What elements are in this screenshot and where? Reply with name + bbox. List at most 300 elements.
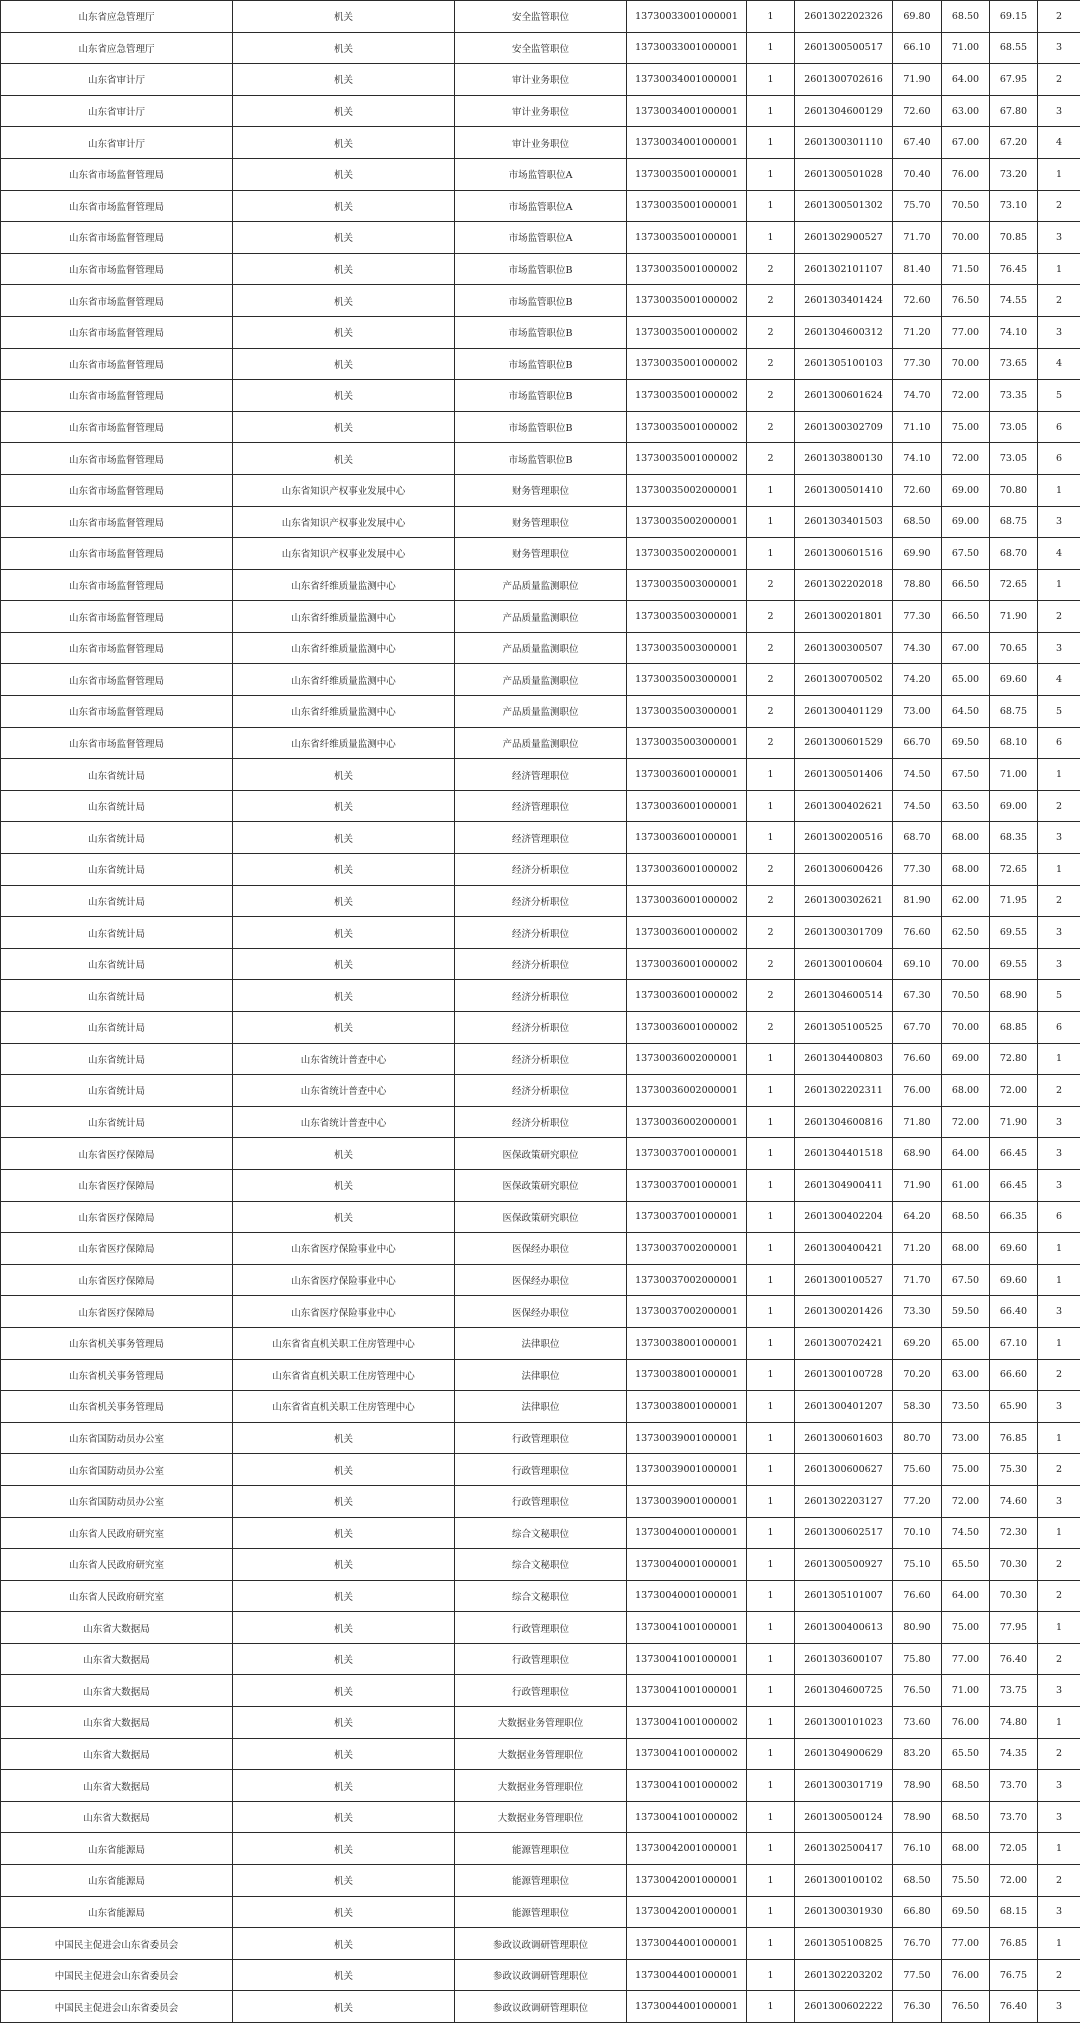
written-score-cell: 68.90: [893, 1138, 942, 1170]
interview-score-cell: 76.00: [942, 1707, 990, 1739]
total-score-cell: 72.30: [990, 1517, 1038, 1549]
quota-cell: 1: [747, 822, 795, 854]
unit-cell: 山东省医疗保险事业中心: [233, 1296, 455, 1328]
department-cell: 山东省统计局: [1, 1012, 233, 1044]
position-cell: 法律职位: [455, 1327, 627, 1359]
rank-cell: 6: [1038, 443, 1080, 475]
rank-cell: 2: [1038, 1359, 1080, 1391]
department-cell: 山东省市场监督管理局: [1, 538, 233, 570]
rank-cell: 3: [1038, 1770, 1080, 1802]
position-cell: 经济管理职位: [455, 759, 627, 791]
unit-cell: 山东省统计普查中心: [233, 1106, 455, 1138]
ticket-number-cell: 2601303401424: [795, 285, 893, 317]
quota-cell: 1: [747, 1, 795, 33]
department-cell: 山东省统计局: [1, 1043, 233, 1075]
unit-cell: 机关: [233, 1454, 455, 1486]
department-cell: 山东省大数据局: [1, 1738, 233, 1770]
position-code-cell: 13730040001000001: [627, 1580, 747, 1612]
quota-cell: 2: [747, 696, 795, 728]
unit-cell: 机关: [233, 380, 455, 412]
rank-cell: 1: [1038, 1928, 1080, 1960]
table-row: [1, 285, 1080, 317]
table-row: [1, 1327, 1080, 1359]
table-row: [1, 885, 1080, 917]
position-cell: 经济分析职位: [455, 1075, 627, 1107]
ticket-number-cell: 2601302203127: [795, 1485, 893, 1517]
quota-cell: 1: [747, 1959, 795, 1991]
interview-score-cell: 65.50: [942, 1738, 990, 1770]
unit-cell: 山东省纤维质量监测中心: [233, 696, 455, 728]
ticket-number-cell: 2601300700502: [795, 664, 893, 696]
table-row: [1, 411, 1080, 443]
written-score-cell: 80.90: [893, 1612, 942, 1644]
interview-score-cell: 74.50: [942, 1517, 990, 1549]
interview-score-cell: 63.00: [942, 1359, 990, 1391]
table-row: [1, 1233, 1080, 1265]
position-cell: 综合文秘职位: [455, 1517, 627, 1549]
position-code-cell: 13730037001000001: [627, 1201, 747, 1233]
table-row: [1, 1928, 1080, 1960]
department-cell: 山东省机关事务管理局: [1, 1327, 233, 1359]
unit-cell: 山东省省直机关职工住房管理中心: [233, 1359, 455, 1391]
position-code-cell: 13730037002000001: [627, 1264, 747, 1296]
rank-cell: 1: [1038, 1327, 1080, 1359]
position-code-cell: 13730035001000002: [627, 411, 747, 443]
department-cell: 山东省机关事务管理局: [1, 1359, 233, 1391]
position-cell: 市场监管职位A: [455, 190, 627, 222]
ticket-number-cell: 2601300600426: [795, 854, 893, 886]
table-row: [1, 348, 1080, 380]
ticket-number-cell: 2601300601516: [795, 538, 893, 570]
position-cell: 大数据业务管理职位: [455, 1770, 627, 1802]
position-code-cell: 13730037001000001: [627, 1138, 747, 1170]
interview-score-cell: 69.00: [942, 1043, 990, 1075]
quota-cell: 1: [747, 1643, 795, 1675]
written-score-cell: 70.40: [893, 158, 942, 190]
department-cell: 山东省人民政府研究室: [1, 1580, 233, 1612]
position-cell: 市场监管职位B: [455, 411, 627, 443]
rank-cell: 3: [1038, 222, 1080, 254]
quota-cell: 1: [747, 95, 795, 127]
unit-cell: 机关: [233, 1422, 455, 1454]
quota-cell: 2: [747, 727, 795, 759]
unit-cell: 山东省纤维质量监测中心: [233, 632, 455, 664]
rank-cell: 3: [1038, 1169, 1080, 1201]
table-row: [1, 222, 1080, 254]
position-code-cell: 13730035002000001: [627, 474, 747, 506]
written-score-cell: 71.90: [893, 1169, 942, 1201]
rank-cell: 3: [1038, 1138, 1080, 1170]
unit-cell: 机关: [233, 127, 455, 159]
unit-cell: 机关: [233, 285, 455, 317]
department-cell: 中国民主促进会山东省委员会: [1, 1991, 233, 2023]
position-cell: 经济分析职位: [455, 1043, 627, 1075]
total-score-cell: 70.80: [990, 474, 1038, 506]
rank-cell: 3: [1038, 506, 1080, 538]
interview-score-cell: 77.00: [942, 316, 990, 348]
position-code-cell: 13730041001000002: [627, 1738, 747, 1770]
table-row: [1, 1517, 1080, 1549]
quota-cell: 1: [747, 1833, 795, 1865]
interview-score-cell: 67.50: [942, 1264, 990, 1296]
interview-score-cell: 70.00: [942, 348, 990, 380]
ticket-number-cell: 2601300100102: [795, 1865, 893, 1897]
total-score-cell: 68.55: [990, 32, 1038, 64]
total-score-cell: 67.10: [990, 1327, 1038, 1359]
unit-cell: 山东省知识产权事业发展中心: [233, 474, 455, 506]
unit-cell: 机关: [233, 1169, 455, 1201]
position-cell: 财务管理职位: [455, 474, 627, 506]
ticket-number-cell: 2601302202326: [795, 1, 893, 33]
interview-score-cell: 70.50: [942, 190, 990, 222]
interview-score-cell: 65.50: [942, 1549, 990, 1581]
position-code-cell: 13730036002000001: [627, 1106, 747, 1138]
quota-cell: 1: [747, 1675, 795, 1707]
total-score-cell: 66.60: [990, 1359, 1038, 1391]
ticket-number-cell: 2601300702421: [795, 1327, 893, 1359]
ticket-number-cell: 2601303600107: [795, 1643, 893, 1675]
table-row: [1, 1138, 1080, 1170]
table-row: [1, 980, 1080, 1012]
written-score-cell: 78.80: [893, 569, 942, 601]
quota-cell: 2: [747, 1012, 795, 1044]
unit-cell: 机关: [233, 885, 455, 917]
quota-cell: 2: [747, 854, 795, 886]
written-score-cell: 78.90: [893, 1770, 942, 1802]
interview-score-cell: 77.00: [942, 1928, 990, 1960]
written-score-cell: 76.10: [893, 1833, 942, 1865]
ticket-number-cell: 2601304900411: [795, 1169, 893, 1201]
ticket-number-cell: 2601300501028: [795, 158, 893, 190]
written-score-cell: 68.50: [893, 506, 942, 538]
rank-cell: 1: [1038, 1517, 1080, 1549]
interview-score-cell: 75.50: [942, 1865, 990, 1897]
written-score-cell: 69.10: [893, 948, 942, 980]
total-score-cell: 68.75: [990, 506, 1038, 538]
ticket-number-cell: 2601302202311: [795, 1075, 893, 1107]
total-score-cell: 68.15: [990, 1896, 1038, 1928]
table-row: [1, 759, 1080, 791]
department-cell: 山东省医疗保障局: [1, 1201, 233, 1233]
ticket-number-cell: 2601302202018: [795, 569, 893, 601]
quota-cell: 1: [747, 1801, 795, 1833]
position-code-cell: 13730035001000002: [627, 348, 747, 380]
unit-cell: 机关: [233, 95, 455, 127]
unit-cell: 机关: [233, 222, 455, 254]
written-score-cell: 70.20: [893, 1359, 942, 1391]
written-score-cell: 80.70: [893, 1422, 942, 1454]
interview-score-cell: 64.00: [942, 1580, 990, 1612]
table-row: [1, 948, 1080, 980]
unit-cell: 山东省统计普查中心: [233, 1075, 455, 1107]
unit-cell: 机关: [233, 1549, 455, 1581]
total-score-cell: 69.60: [990, 1264, 1038, 1296]
position-code-cell: 13730041001000002: [627, 1770, 747, 1802]
written-score-cell: 76.30: [893, 1991, 942, 2023]
quota-cell: 1: [747, 1043, 795, 1075]
table-row: [1, 1643, 1080, 1675]
ticket-number-cell: 2601304600129: [795, 95, 893, 127]
position-cell: 医保经办职位: [455, 1296, 627, 1328]
written-score-cell: 58.30: [893, 1391, 942, 1423]
table-row: [1, 664, 1080, 696]
position-cell: 综合文秘职位: [455, 1549, 627, 1581]
unit-cell: 机关: [233, 443, 455, 475]
position-code-cell: 13730036001000002: [627, 980, 747, 1012]
interview-score-cell: 71.00: [942, 1675, 990, 1707]
unit-cell: 山东省省直机关职工住房管理中心: [233, 1391, 455, 1423]
total-score-cell: 76.85: [990, 1422, 1038, 1454]
department-cell: 山东省统计局: [1, 1106, 233, 1138]
total-score-cell: 69.60: [990, 664, 1038, 696]
written-score-cell: 77.30: [893, 854, 942, 886]
rank-cell: 3: [1038, 1896, 1080, 1928]
ticket-number-cell: 2601304400803: [795, 1043, 893, 1075]
department-cell: 山东省机关事务管理局: [1, 1391, 233, 1423]
department-cell: 山东省大数据局: [1, 1612, 233, 1644]
interview-score-cell: 70.00: [942, 222, 990, 254]
written-score-cell: 69.90: [893, 538, 942, 570]
ticket-number-cell: 2601300500124: [795, 1801, 893, 1833]
quota-cell: 2: [747, 885, 795, 917]
unit-cell: 机关: [233, 253, 455, 285]
position-cell: 产品质量监测职位: [455, 601, 627, 633]
quota-cell: 1: [747, 1738, 795, 1770]
unit-cell: 机关: [233, 411, 455, 443]
unit-cell: 山东省省直机关职工住房管理中心: [233, 1327, 455, 1359]
table-row: [1, 158, 1080, 190]
ticket-number-cell: 2601304600725: [795, 1675, 893, 1707]
total-score-cell: 67.95: [990, 64, 1038, 96]
position-cell: 大数据业务管理职位: [455, 1738, 627, 1770]
ticket-number-cell: 2601300201801: [795, 601, 893, 633]
unit-cell: 机关: [233, 1612, 455, 1644]
written-score-cell: 68.50: [893, 1865, 942, 1897]
rank-cell: 5: [1038, 980, 1080, 1012]
position-cell: 经济管理职位: [455, 790, 627, 822]
written-score-cell: 76.50: [893, 1675, 942, 1707]
position-cell: 财务管理职位: [455, 538, 627, 570]
quota-cell: 1: [747, 1233, 795, 1265]
ticket-number-cell: 2601300500517: [795, 32, 893, 64]
department-cell: 山东省市场监督管理局: [1, 285, 233, 317]
ticket-number-cell: 2601304401518: [795, 1138, 893, 1170]
table-row: [1, 538, 1080, 570]
rank-cell: 3: [1038, 1485, 1080, 1517]
written-score-cell: 76.60: [893, 1043, 942, 1075]
unit-cell: 机关: [233, 1485, 455, 1517]
interview-score-cell: 67.50: [942, 538, 990, 570]
rank-cell: 1: [1038, 1422, 1080, 1454]
quota-cell: 1: [747, 1549, 795, 1581]
position-cell: 参政议政调研管理职位: [455, 1959, 627, 1991]
unit-cell: 机关: [233, 348, 455, 380]
total-score-cell: 66.45: [990, 1138, 1038, 1170]
department-cell: 山东省医疗保障局: [1, 1169, 233, 1201]
ticket-number-cell: 2601300301719: [795, 1770, 893, 1802]
ticket-number-cell: 2601300201426: [795, 1296, 893, 1328]
department-cell: 山东省市场监督管理局: [1, 632, 233, 664]
interview-score-cell: 76.50: [942, 285, 990, 317]
position-cell: 审计业务职位: [455, 127, 627, 159]
table-row: [1, 1959, 1080, 1991]
total-score-cell: 69.00: [990, 790, 1038, 822]
table-row: [1, 1675, 1080, 1707]
written-score-cell: 76.00: [893, 1075, 942, 1107]
written-score-cell: 69.20: [893, 1327, 942, 1359]
total-score-cell: 76.40: [990, 1643, 1038, 1675]
rank-cell: 3: [1038, 822, 1080, 854]
quota-cell: 2: [747, 948, 795, 980]
position-code-cell: 13730036001000002: [627, 917, 747, 949]
table-row: [1, 917, 1080, 949]
position-code-cell: 13730039001000001: [627, 1485, 747, 1517]
rank-cell: 2: [1038, 1454, 1080, 1486]
rank-cell: 1: [1038, 1233, 1080, 1265]
written-score-cell: 66.80: [893, 1896, 942, 1928]
department-cell: 山东省市场监督管理局: [1, 380, 233, 412]
ticket-number-cell: 2601300601624: [795, 380, 893, 412]
quota-cell: 1: [747, 127, 795, 159]
interview-score-cell: 77.00: [942, 1643, 990, 1675]
ticket-number-cell: 2601300602517: [795, 1517, 893, 1549]
written-score-cell: 76.60: [893, 917, 942, 949]
quota-cell: 2: [747, 632, 795, 664]
position-code-cell: 13730035003000001: [627, 696, 747, 728]
quota-cell: 1: [747, 1485, 795, 1517]
position-code-cell: 13730037002000001: [627, 1296, 747, 1328]
position-code-cell: 13730042001000001: [627, 1865, 747, 1897]
rank-cell: 1: [1038, 569, 1080, 601]
unit-cell: 山东省统计普查中心: [233, 1043, 455, 1075]
unit-cell: 山东省知识产权事业发展中心: [233, 506, 455, 538]
written-score-cell: 81.40: [893, 253, 942, 285]
position-code-cell: 13730035001000001: [627, 158, 747, 190]
table-row: [1, 1422, 1080, 1454]
table-row: [1, 1707, 1080, 1739]
position-code-cell: 13730041001000001: [627, 1612, 747, 1644]
total-score-cell: 77.95: [990, 1612, 1038, 1644]
interview-score-cell: 73.50: [942, 1391, 990, 1423]
unit-cell: 机关: [233, 948, 455, 980]
ticket-number-cell: 2601300402621: [795, 790, 893, 822]
table-row: [1, 696, 1080, 728]
rank-cell: 1: [1038, 253, 1080, 285]
rank-cell: 2: [1038, 1, 1080, 33]
department-cell: 山东省大数据局: [1, 1675, 233, 1707]
total-score-cell: 74.60: [990, 1485, 1038, 1517]
unit-cell: 山东省医疗保险事业中心: [233, 1233, 455, 1265]
rank-cell: 4: [1038, 348, 1080, 380]
department-cell: 山东省医疗保障局: [1, 1138, 233, 1170]
position-code-cell: 13730044001000001: [627, 1928, 747, 1960]
position-cell: 医保政策研究职位: [455, 1169, 627, 1201]
position-code-cell: 13730040001000001: [627, 1549, 747, 1581]
quota-cell: 1: [747, 1327, 795, 1359]
position-code-cell: 13730035003000001: [627, 632, 747, 664]
position-code-cell: 13730036001000001: [627, 759, 747, 791]
position-cell: 行政管理职位: [455, 1643, 627, 1675]
interview-score-cell: 76.50: [942, 1991, 990, 2023]
unit-cell: 机关: [233, 1517, 455, 1549]
quota-cell: 1: [747, 1707, 795, 1739]
table-row: [1, 854, 1080, 886]
position-cell: 法律职位: [455, 1391, 627, 1423]
position-cell: 法律职位: [455, 1359, 627, 1391]
unit-cell: 机关: [233, 1770, 455, 1802]
total-score-cell: 70.65: [990, 632, 1038, 664]
position-code-cell: 13730041001000002: [627, 1707, 747, 1739]
table-row: [1, 64, 1080, 96]
rank-cell: 3: [1038, 948, 1080, 980]
table-row: [1, 822, 1080, 854]
quota-cell: 1: [747, 506, 795, 538]
table-row: [1, 95, 1080, 127]
position-cell: 市场监管职位B: [455, 253, 627, 285]
total-score-cell: 70.85: [990, 222, 1038, 254]
total-score-cell: 69.60: [990, 1233, 1038, 1265]
department-cell: 山东省市场监督管理局: [1, 348, 233, 380]
unit-cell: 机关: [233, 1896, 455, 1928]
total-score-cell: 76.85: [990, 1928, 1038, 1960]
unit-cell: 机关: [233, 1675, 455, 1707]
table-row: [1, 127, 1080, 159]
unit-cell: 机关: [233, 759, 455, 791]
rank-cell: 4: [1038, 538, 1080, 570]
table-row: [1, 1201, 1080, 1233]
rank-cell: 2: [1038, 1959, 1080, 1991]
rank-cell: 3: [1038, 917, 1080, 949]
position-code-cell: 13730033001000001: [627, 1, 747, 33]
position-cell: 能源管理职位: [455, 1896, 627, 1928]
total-score-cell: 68.75: [990, 696, 1038, 728]
total-score-cell: 72.05: [990, 1833, 1038, 1865]
department-cell: 山东省审计厅: [1, 64, 233, 96]
ticket-number-cell: 2601302500417: [795, 1833, 893, 1865]
unit-cell: 机关: [233, 1738, 455, 1770]
total-score-cell: 74.10: [990, 316, 1038, 348]
rank-cell: 3: [1038, 1675, 1080, 1707]
rank-cell: 1: [1038, 759, 1080, 791]
position-cell: 参政议政调研管理职位: [455, 1928, 627, 1960]
rank-cell: 2: [1038, 1580, 1080, 1612]
position-cell: 产品质量监测职位: [455, 727, 627, 759]
department-cell: 山东省国防动员办公室: [1, 1485, 233, 1517]
unit-cell: 机关: [233, 190, 455, 222]
table-row: [1, 1833, 1080, 1865]
department-cell: 山东省统计局: [1, 854, 233, 886]
written-score-cell: 75.60: [893, 1454, 942, 1486]
ticket-number-cell: 2601300302709: [795, 411, 893, 443]
position-code-cell: 13730042001000001: [627, 1896, 747, 1928]
department-cell: 山东省大数据局: [1, 1801, 233, 1833]
position-code-cell: 13730035003000001: [627, 664, 747, 696]
unit-cell: 机关: [233, 1580, 455, 1612]
position-code-cell: 13730036001000002: [627, 948, 747, 980]
written-score-cell: 66.70: [893, 727, 942, 759]
position-cell: 财务管理职位: [455, 506, 627, 538]
total-score-cell: 72.00: [990, 1075, 1038, 1107]
rank-cell: 4: [1038, 127, 1080, 159]
interview-score-cell: 71.50: [942, 253, 990, 285]
interview-score-cell: 75.00: [942, 1612, 990, 1644]
interview-score-cell: 62.50: [942, 917, 990, 949]
ticket-number-cell: 2601300401207: [795, 1391, 893, 1423]
total-score-cell: 76.40: [990, 1991, 1038, 2023]
total-score-cell: 75.30: [990, 1454, 1038, 1486]
ticket-number-cell: 2601304600312: [795, 316, 893, 348]
written-score-cell: 74.70: [893, 380, 942, 412]
